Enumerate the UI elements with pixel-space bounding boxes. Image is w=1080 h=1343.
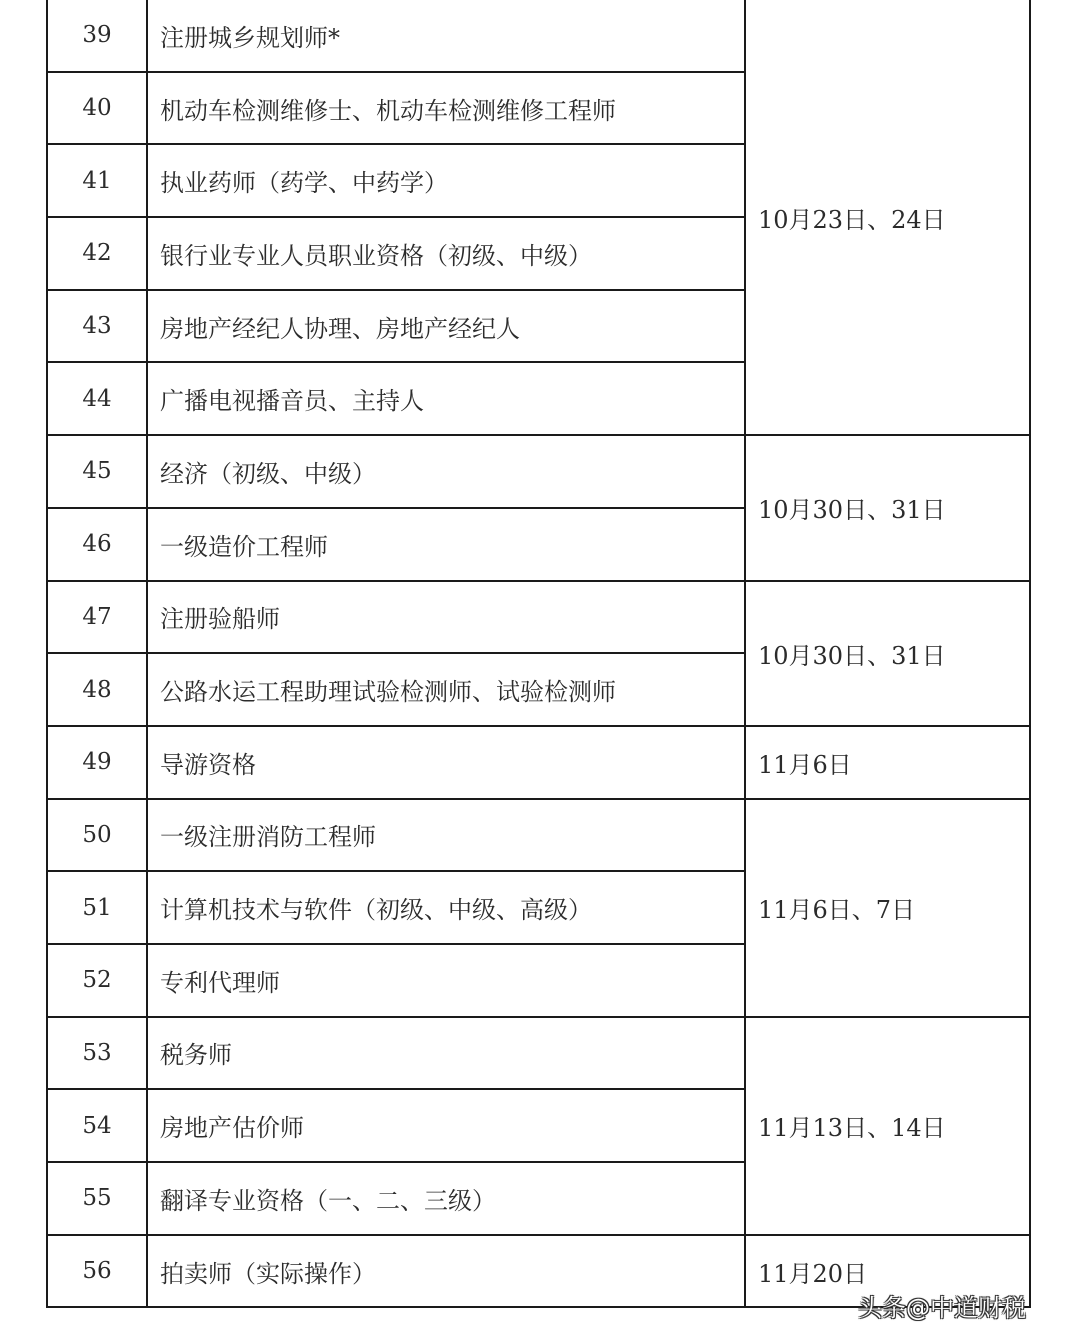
table-row xyxy=(47,581,1030,654)
exam-name: 广播电视播音员、主持人 xyxy=(147,362,745,435)
table-row xyxy=(47,1017,1030,1090)
row-number: 44 xyxy=(47,362,147,435)
exam-date: 10月30日、31日 xyxy=(745,435,1030,580)
exam-schedule-table-container xyxy=(46,0,1031,1308)
row-number: 41 xyxy=(47,144,147,217)
row-number: 56 xyxy=(47,1235,147,1308)
exam-date: 11月13日、14日 xyxy=(745,1017,1030,1235)
exam-name: 公路水运工程助理试验检测师、试验检测师 xyxy=(147,653,745,726)
exam-name: 翻译专业资格（一、二、三级） xyxy=(147,1162,745,1235)
exam-name: 经济（初级、中级） xyxy=(147,435,745,508)
exam-name: 计算机技术与软件（初级、中级、高级） xyxy=(147,871,745,944)
exam-name: 银行业专业人员职业资格（初级、中级） xyxy=(147,217,745,290)
exam-name: 一级造价工程师 xyxy=(147,508,745,581)
watermark: 头条@中道财税 xyxy=(858,1294,1026,1322)
exam-name: 注册验船师 xyxy=(147,581,745,654)
exam-name: 执业药师（药学、中药学） xyxy=(147,144,745,217)
row-number: 43 xyxy=(47,290,147,363)
row-number: 54 xyxy=(47,1089,147,1162)
row-number: 48 xyxy=(47,653,147,726)
row-number: 53 xyxy=(47,1017,147,1090)
exam-name: 税务师 xyxy=(147,1017,745,1090)
table-row xyxy=(47,799,1030,872)
exam-date: 10月23日、24日 xyxy=(745,0,1030,435)
exam-name: 房地产估价师 xyxy=(147,1089,745,1162)
exam-date: 11月20日 xyxy=(745,1235,1030,1308)
exam-name: 一级注册消防工程师 xyxy=(147,799,745,872)
table-row xyxy=(47,435,1030,508)
exam-name: 注册城乡规划师* xyxy=(147,0,745,72)
row-number: 52 xyxy=(47,944,147,1017)
row-number: 39 xyxy=(47,0,147,72)
exam-name: 机动车检测维修士、机动车检测维修工程师 xyxy=(147,72,745,145)
exam-name: 房地产经纪人协理、房地产经纪人 xyxy=(147,290,745,363)
exam-name: 导游资格 xyxy=(147,726,745,799)
row-number: 46 xyxy=(47,508,147,581)
table-row xyxy=(47,0,1030,72)
row-number: 40 xyxy=(47,72,147,145)
exam-date: 11月6日 xyxy=(745,726,1030,799)
exam-name: 专利代理师 xyxy=(147,944,745,1017)
exam-schedule-table xyxy=(46,0,1031,1308)
row-number: 47 xyxy=(47,581,147,654)
row-number: 55 xyxy=(47,1162,147,1235)
row-number: 42 xyxy=(47,217,147,290)
table-row xyxy=(47,726,1030,799)
row-number: 45 xyxy=(47,435,147,508)
exam-date: 11月6日、7日 xyxy=(745,799,1030,1017)
row-number: 50 xyxy=(47,799,147,872)
row-number: 49 xyxy=(47,726,147,799)
row-number: 51 xyxy=(47,871,147,944)
exam-date: 10月30日、31日 xyxy=(745,581,1030,726)
exam-name: 拍卖师（实际操作） xyxy=(147,1235,745,1308)
